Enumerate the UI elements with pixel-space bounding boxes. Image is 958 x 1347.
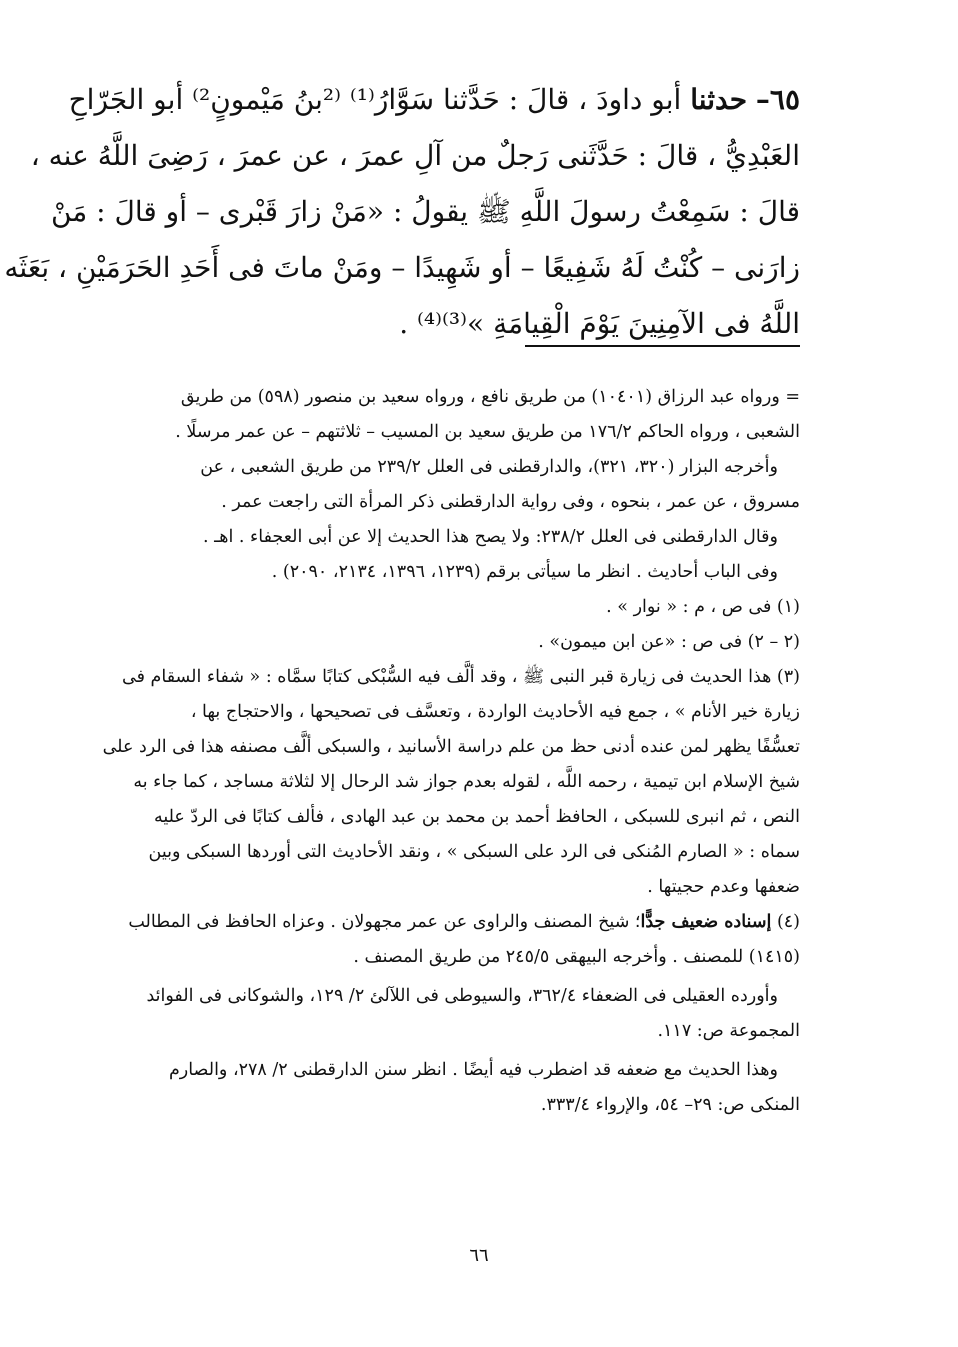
footnote-4-text: ؛ شيخ المصنف والراوى عن عمر مجهولان . وعزاه الحافظ فى المطالب bbox=[128, 912, 641, 932]
page-number: ٦٦ bbox=[469, 1245, 489, 1266]
footnote-line: مسروق ، عن عمر ، بنحوه ، وفى رواية الدارقطنى ذكر المرأة التى راجعت عمر . bbox=[221, 492, 800, 512]
footnote-4-label: (٤) bbox=[776, 912, 800, 932]
footnote-3-line: سماه : « الصارم المُنكى فى الرد على السبكى » ، ونقد الأحاديث التى أوردها السبكى وبين bbox=[148, 842, 800, 862]
hadith-intro: حدثنا bbox=[690, 83, 748, 116]
footnote-line: وأخرجه البزار (٣٢٠، ٣٢١)، والدارقطنى فى العلل ٢٣٩/٢ من طريق الشعبى ، عن bbox=[200, 457, 778, 477]
footnote-3-line: (٣) هذا الحديث فى زيارة قبر النبى ﷺ ، وقد ألَّف فيه السُّبْكى كتابًا سمَّاه : « شفاء السقام فى bbox=[122, 667, 800, 687]
footnote-1: (١) فى ص ، م : « نوار » . bbox=[606, 597, 800, 617]
hadith-number: ٦٥– bbox=[755, 83, 800, 116]
footnote-divider bbox=[525, 345, 800, 347]
footnote-3-line: النص ، ثم انبرى للسبكى ، الحافظ أحمد بن محمد بن عبد الهادى ، فألف كتابًا فى الردّ عليه bbox=[153, 807, 800, 827]
footnote-4-line: المنكى ص: ٢٩– ٥٤، والإرواء ٣٣٣/٤. bbox=[540, 1095, 800, 1115]
footnote-line: = ورواه عبد الرزاق (١٠٤٠١) من طريق نافع ، ورواه سعيد بن منصور (٥٩٨) من طريق bbox=[180, 387, 800, 407]
footnote-line: وقال الدارقطنى فى العلل ٢٣٨/٢: ولا يصح هذا الحديث إلا عن أبى العجفاء . اهـ . bbox=[202, 527, 778, 547]
footnotes-section bbox=[100, 380, 800, 1123]
hadith-text bbox=[4, 72, 800, 352]
hadith-line-text: أبو داودَ ، قالَ : حَدَّثنا سَوَّارُ⁽¹⁾ ⁽²بنُ مَيْمونٍ²⁾ أبو الجَرّاحِ bbox=[68, 83, 682, 116]
hadith-line bbox=[68, 72, 800, 128]
footnote-3-line: ضعفها وعدم حجيتها . bbox=[647, 877, 800, 897]
footnote-4-line: (١٤١٥) للمصنف . وأخرجه البيهقى ٢٤٥/٥ من طريق المصنف . bbox=[353, 947, 800, 967]
footnote-line: وفى الباب أحاديث . انظر ما سيأتى برقم (١٢٣٩، ١٣٩٦، ٢١٣٤، ٢٠٩٠) . bbox=[271, 562, 778, 582]
hadith-line: قالَ : سَمِعْتُ رسولَ اللَّهِ ﷺ يقولُ : «مَنْ زارَ قَبْرى – أو قالَ : مَنْ bbox=[50, 195, 800, 228]
footnote-4-grading: إسناده ضعيف جدًّا bbox=[640, 912, 772, 932]
hadith-line: اللَّهُ فى الآمِنِينَ يَوْمَ الْقِيامَةِ »⁽³⁾⁽⁴⁾ . bbox=[399, 307, 800, 340]
footnote-4-line: وهذا الحديث مع ضعفه قد اضطرب فيه أيضًا . انظر سنن الدارقطنى ٢/ ٢٧٨، والصارم bbox=[168, 1060, 778, 1080]
footnote-2: (٢ – ٢) فى ص : «عن ابن ميمون» . bbox=[538, 632, 800, 652]
footnote-4-line: وأورده العقيلى فى الضعفاء ٣٦٢/٤، والسيوطى فى اللآلئ ٢/ ١٢٩، والشوكانى فى الفوائد bbox=[146, 986, 778, 1006]
footnote-3-line: شيخ الإسلام ابن تيمية ، رحمه اللَّه ، لقوله بعدم جواز شد الرحال إلا لثلاثة مساجد ، كما جاء به bbox=[133, 772, 800, 792]
footnote-4-line bbox=[100, 905, 800, 940]
footnote-3-line: زيارة خير الأنام » ، جمع فيه الأحاديث الواردة ، وتعسَّف فى تصحيحها ، والاحتجاج بها ، bbox=[190, 702, 800, 722]
footnote-4-line: المجموعة ص: ١١٧. bbox=[657, 1021, 800, 1041]
hadith-line: العَبْدِيُّ ، قالَ : حَدَّثَنى رَجلٌ من آلِ عمرَ ، عن عمرَ ، رَضِىَ اللَّهُ عنه ، bbox=[30, 139, 800, 172]
footnote-line: الشعبى ، ورواه الحاكم ١٧٦/٢ من طريق سعيد بن المسيب – ثلاثتهم – عن عمر مرسلًا . bbox=[175, 422, 800, 442]
footnote-3-line: تعسُّفًا يظهر لمن عنده أدنى حظ من علم دراسة الأسانيد ، والسبكى ألَّف مصنفه هذا فى الرد على bbox=[102, 737, 800, 757]
hadith-line: زارَنى – كُنْتُ لَهُ شَفِيعًا – أو شَهِيدًا – ومَنْ ماتَ فى أَحَدِ الحَرَمَيْنِ ، بَعَثَه bbox=[4, 251, 800, 284]
